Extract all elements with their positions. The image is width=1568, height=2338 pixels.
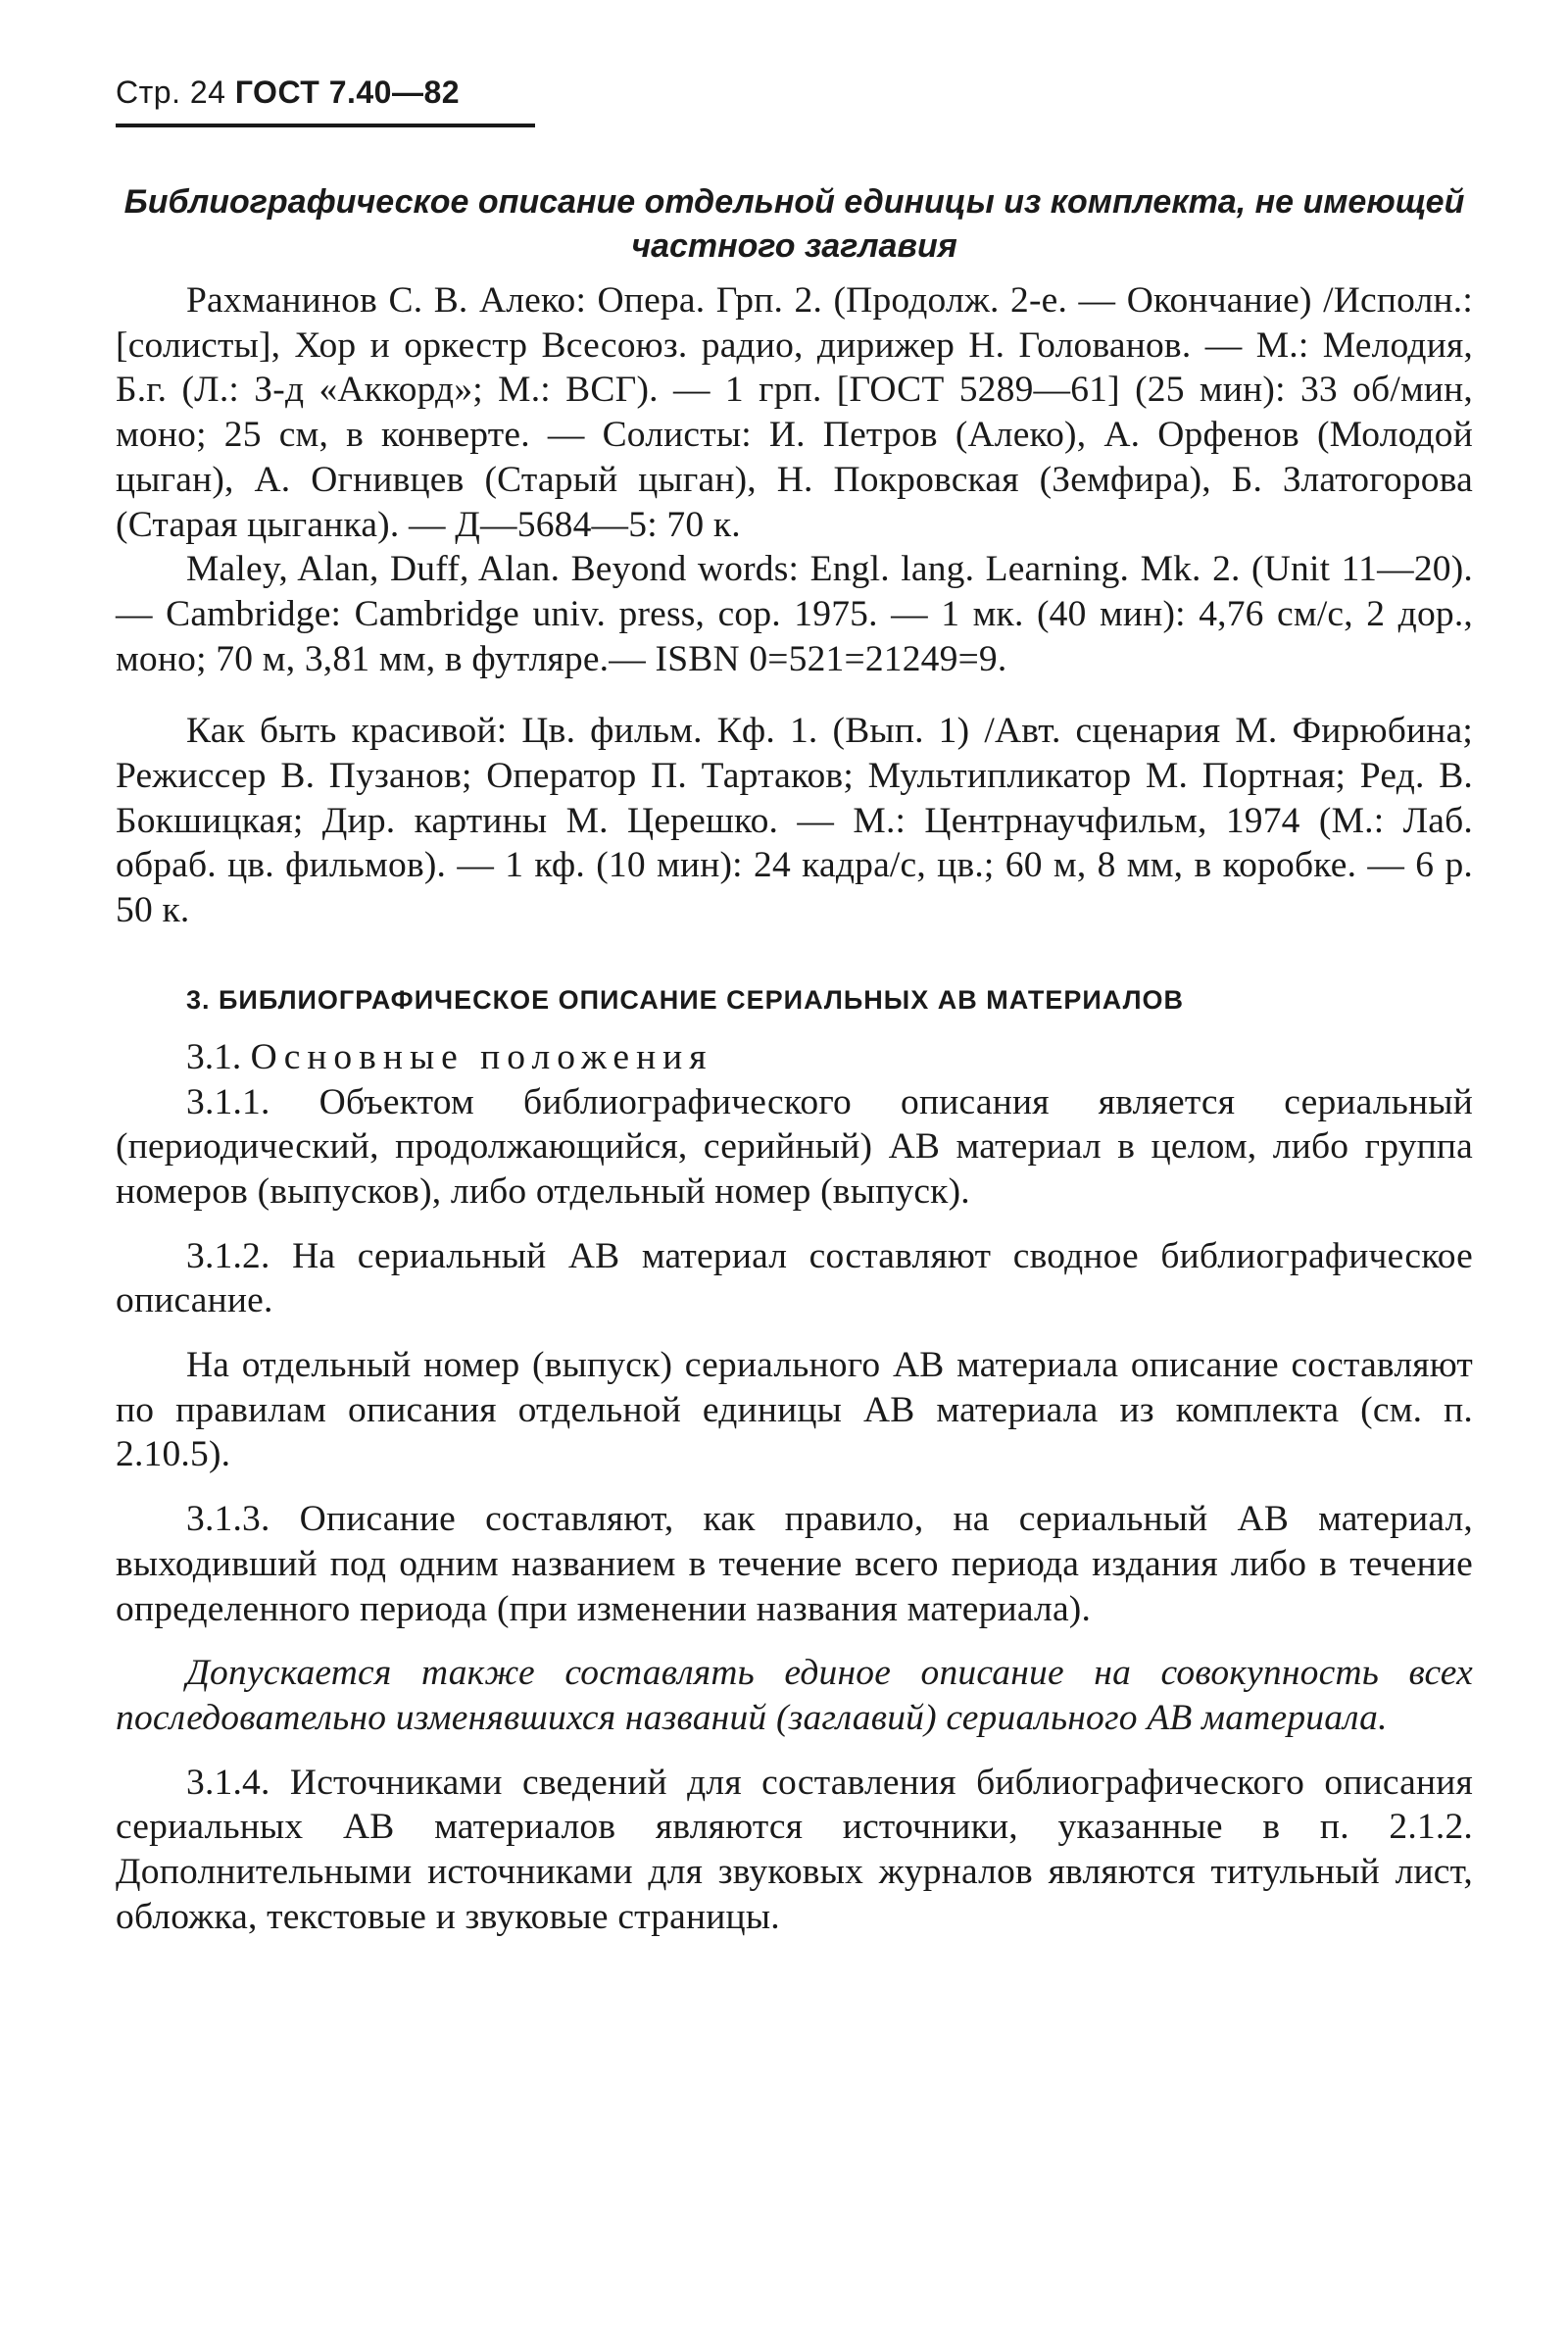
header-rule bbox=[116, 124, 535, 127]
subsection-number: 3.1. bbox=[186, 1036, 242, 1077]
paragraph-3-1-3-note: Допускается также составлять единое описание на совокупность всех последовательно изменявшихся названий (заглавий) сериального АВ материала. bbox=[116, 1653, 1473, 1738]
example-entry-rachmaninov: Рахманинов С. В. Алеко: Опера. Грп. 2. (Продолж. 2-е. — Окончание) /Исполн.: [солисты], Хор и оркестр Всесоюз. радио, дирижер Н. Голованов. — М.: Мелодия, Б.г. (Л.: З-д «Аккорд»; М.: ВСГ). — 1 грп. [ГОСТ 5289—61] (25 мин): 33 об/мин, моно; 25 см, в конверте. — Солисты: И. Петров (Алеко), А. Орфенов (Молодой цыган), А. Огнивцев (Старый цыган), Н. Покровская (Земфира), Б. Златогорова (Старая цыганка). — Д—5684—5: 70 к. bbox=[116, 280, 1473, 545]
paragraph-3-1-3: 3.1.3. Описание составляют, как правило, на сериальный АВ материал, выходивший под одним названием в течение всего периода издания либо в течение определенного периода (при изменении названия материала). bbox=[116, 1499, 1473, 1629]
example-entry-maley: Maley, Alan, Duff, Alan. Beyond words: Engl. lang. Learning. Mk. 2. (Unit 11—20). — Cambridge: Cambridge univ. press, cop. 1975. — 1 мк. (40 мин): 4,76 см/с, 2 дор., моно; 70 м, 3,81 мм, в футляре.— ISBN 0=521=21249=9. bbox=[116, 549, 1473, 679]
paragraph-3-1-4: 3.1.4. Источниками сведений для составления библиографического описания сериальных АВ материалов являются источники, указанные в п. 2.1.2. Дополнительными источниками для звуковых журналов являются титульный лист, обложка, текстовые и звуковые страницы. bbox=[116, 1762, 1473, 1937]
paragraph-3-1-2-note: На отдельный номер (выпуск) сериального АВ материала описание составляют по правилам описания отдельной единицы АВ материала из комплекта (см. п. 2.10.5). bbox=[116, 1345, 1473, 1475]
document-page bbox=[116, 69, 1473, 1940]
running-head bbox=[116, 69, 1473, 116]
section-title: 3. БИБЛИОГРАФИЧЕСКОЕ ОПИСАНИЕ СЕРИАЛЬНЫХ АВ МАТЕРИАЛОВ bbox=[186, 984, 1185, 1015]
paragraph-3-1-1: 3.1.1. Объектом библиографического описания является сериальный (периодический, продолжающийся, серийный) АВ материал в целом, либо группа номеров (выпусков), либо отдельный номер (выпуск). bbox=[116, 1081, 1473, 1212]
standard-number: ГОСТ 7.40—82 bbox=[234, 75, 461, 110]
subsection-title: Основные положения bbox=[250, 1036, 713, 1077]
example-subheading: Библиографическое описание отдельной единицы из комплекта, не имеющей частного заглавия bbox=[123, 183, 1465, 265]
page-number: Стр. 24 bbox=[116, 75, 226, 110]
subsection-heading bbox=[116, 1035, 1473, 1080]
example-entry-film: Как быть красивой: Цв. фильм. Кф. 1. (Вып. 1) /Авт. сценария М. Фирюбина; Режиссер В. Пузанов; Оператор П. Тартаков; Мультипликатор М. Портная; Ред. В. Бокшицкая; Дир. картины М. Церешко. — М.: Центрнаучфильм, 1974 (М.: Лаб. обраб. цв. фильмов). — 1 кф. (10 мин): 24 кадра/с, цв.; 60 м, 8 мм, в коробке. — 6 р. 50 к. bbox=[116, 711, 1473, 931]
paragraph-3-1-2: 3.1.2. На сериальный АВ материал составляют сводное библиографическое описание. bbox=[116, 1235, 1473, 1321]
